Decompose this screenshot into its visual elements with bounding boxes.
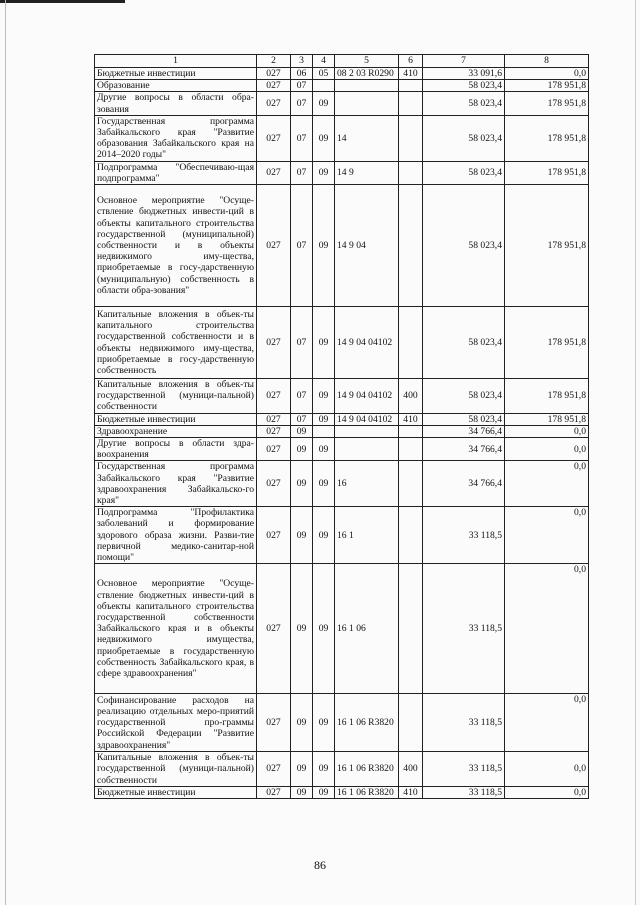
table-row: [95, 92, 589, 115]
code-section: 09: [291, 438, 313, 461]
amount-col7: 58 023,4: [423, 115, 505, 161]
code-admin: 027: [257, 307, 291, 379]
row-name: Бюджетные инвестиции: [95, 786, 257, 798]
code-subsection: 09: [313, 115, 335, 161]
code-subsection: 09: [313, 379, 335, 414]
code-admin: 027: [257, 507, 291, 564]
amount-col8: 178 951,8: [505, 115, 589, 161]
row-name: Здравоохранение: [95, 425, 257, 437]
code-expense-type: [399, 185, 423, 307]
code-expense-type: [399, 425, 423, 437]
code-subsection: 09: [313, 161, 335, 184]
code-target: 16: [335, 461, 399, 507]
code-admin: 027: [257, 425, 291, 437]
amount-col7: 33 118,5: [423, 694, 505, 752]
row-name: Бюджетные инвестиции: [95, 68, 257, 80]
amount-col7: 33 118,5: [423, 752, 505, 787]
amount-col8: 0,0: [505, 68, 589, 80]
code-target: 14 9: [335, 161, 399, 184]
column-header: 6: [399, 55, 423, 68]
amount-col7: 58 023,4: [423, 307, 505, 379]
amount-col8: 178 951,8: [505, 379, 589, 414]
code-subsection: 09: [313, 752, 335, 787]
amount-col8: 178 951,8: [505, 413, 589, 425]
amount-col8: 178 951,8: [505, 307, 589, 379]
table-row: [95, 161, 589, 184]
code-target: 14 9 04: [335, 185, 399, 307]
code-subsection: 09: [313, 307, 335, 379]
amount-col8: 0,0: [505, 786, 589, 798]
code-expense-type: [399, 564, 423, 694]
table-row: [95, 507, 589, 564]
code-subsection: 09: [313, 507, 335, 564]
amount-col7: 58 023,4: [423, 185, 505, 307]
row-name: Образование: [95, 80, 257, 92]
code-target: 16 1 06 R3820: [335, 786, 399, 798]
code-section: 07: [291, 161, 313, 184]
table-row: [95, 307, 589, 379]
column-header: 7: [423, 55, 505, 68]
row-name: Капитальные вложения в объек-ты государственной (муници-пальной) собственности: [95, 752, 257, 787]
table-row: [95, 425, 589, 437]
code-admin: 027: [257, 461, 291, 507]
amount-col7: 58 023,4: [423, 413, 505, 425]
code-section: 07: [291, 185, 313, 307]
code-target: [335, 92, 399, 115]
code-target: 16 1 06 R3820: [335, 694, 399, 752]
amount-col7: 33 118,5: [423, 564, 505, 694]
code-target: 14: [335, 115, 399, 161]
table-row: [95, 564, 589, 694]
code-target: 14 9 04 04102: [335, 307, 399, 379]
table-row: [95, 438, 589, 461]
amount-col7: 34 766,4: [423, 461, 505, 507]
code-admin: 027: [257, 80, 291, 92]
code-section: 09: [291, 461, 313, 507]
table-row: [95, 786, 589, 798]
row-name: Основное мероприятие "Осуще-ствление бюджетных инвести-ций в объекты капитального строительства государственной собственности Забайкальского края и в объекты недвижимого имущества, приобретаемые в государственную собственность Забайкальского края, в сфере здравоохранения": [95, 564, 257, 694]
code-expense-type: [399, 307, 423, 379]
row-name: Подпрограмма "Обеспечиваю-щая подпрограмма": [95, 161, 257, 184]
code-expense-type: [399, 507, 423, 564]
code-subsection: 09: [313, 438, 335, 461]
code-section: 09: [291, 425, 313, 437]
code-subsection: 09: [313, 461, 335, 507]
code-expense-type: [399, 438, 423, 461]
code-expense-type: [399, 80, 423, 92]
table-body: [95, 68, 589, 799]
amount-col7: 33 091,6: [423, 68, 505, 80]
code-expense-type: [399, 694, 423, 752]
amount-col8: 178 951,8: [505, 92, 589, 115]
code-admin: 027: [257, 185, 291, 307]
header-row: [95, 55, 589, 68]
column-header: 5: [335, 55, 399, 68]
code-section: 07: [291, 80, 313, 92]
code-section: 06: [291, 68, 313, 80]
table-row: [95, 694, 589, 752]
code-admin: 027: [257, 413, 291, 425]
code-expense-type: 410: [399, 68, 423, 80]
table-row: [95, 80, 589, 92]
code-target: [335, 425, 399, 437]
amount-col7: 34 766,4: [423, 425, 505, 437]
amount-col8: 178 951,8: [505, 80, 589, 92]
code-target: 16 1: [335, 507, 399, 564]
code-admin: 027: [257, 379, 291, 414]
code-admin: 027: [257, 786, 291, 798]
code-expense-type: 410: [399, 786, 423, 798]
code-section: 09: [291, 786, 313, 798]
amount-col7: 33 118,5: [423, 507, 505, 564]
row-name: Другие вопросы в области обра-зования: [95, 92, 257, 115]
code-target: 14 9 04 04102: [335, 413, 399, 425]
table-row: [95, 379, 589, 414]
column-header: 2: [257, 55, 291, 68]
amount-col7: 34 766,4: [423, 438, 505, 461]
code-subsection: 09: [313, 694, 335, 752]
code-admin: 027: [257, 68, 291, 80]
code-subsection: [313, 425, 335, 437]
amount-col8: 0,0: [505, 507, 589, 564]
code-section: 07: [291, 115, 313, 161]
row-name: Капитальные вложения в объек-ты государственной (муници-пальной) собственности: [95, 379, 257, 414]
code-section: 07: [291, 379, 313, 414]
code-subsection: 09: [313, 92, 335, 115]
table-row: [95, 461, 589, 507]
code-target: 16 1 06 R3820: [335, 752, 399, 787]
amount-col8: 0,0: [505, 425, 589, 437]
code-subsection: 09: [313, 413, 335, 425]
amount-col7: 58 023,4: [423, 161, 505, 184]
code-admin: 027: [257, 161, 291, 184]
code-expense-type: [399, 92, 423, 115]
amount-col7: 58 023,4: [423, 379, 505, 414]
row-name: Основное мероприятие "Осуще-ствление бюджетных инвести-ций в объекты капитального строительства государственной (муниципальной) собственности и в объекты недвижимого иму-щества, приобретаемые в госу-дарственную (муниципальную) собственность в области обра-зования": [95, 185, 257, 307]
code-admin: 027: [257, 694, 291, 752]
code-subsection: 09: [313, 564, 335, 694]
code-subsection: 09: [313, 786, 335, 798]
code-target: 08 2 03 R0290: [335, 68, 399, 80]
amount-col8: 0,0: [505, 438, 589, 461]
code-section: 09: [291, 507, 313, 564]
code-expense-type: [399, 115, 423, 161]
scan-edge-right: [635, 0, 636, 905]
code-expense-type: 400: [399, 379, 423, 414]
row-name: Подпрограмма "Профилактика заболеваний и формирование здорового образа жизни. Разви-тие первичной медико-санитар-ной помощи": [95, 507, 257, 564]
column-header: 8: [505, 55, 589, 68]
code-expense-type: 400: [399, 752, 423, 787]
code-expense-type: [399, 461, 423, 507]
column-header: 4: [313, 55, 335, 68]
table-row: [95, 413, 589, 425]
row-name: Другие вопросы в области здра-воохранения: [95, 438, 257, 461]
amount-col8: 0,0: [505, 564, 589, 694]
code-admin: 027: [257, 92, 291, 115]
column-header: 3: [291, 55, 313, 68]
amount-col8: 178 951,8: [505, 185, 589, 307]
table-row: [95, 752, 589, 787]
table-row: [95, 185, 589, 307]
code-section: 07: [291, 92, 313, 115]
code-admin: 027: [257, 115, 291, 161]
budget-table: [94, 54, 589, 799]
code-admin: 027: [257, 752, 291, 787]
code-section: 07: [291, 307, 313, 379]
amount-col7: 58 023,4: [423, 92, 505, 115]
code-section: 09: [291, 752, 313, 787]
code-section: 07: [291, 413, 313, 425]
code-target: [335, 80, 399, 92]
amount-col8: 0,0: [505, 752, 589, 787]
amount-col8: 178 951,8: [505, 161, 589, 184]
top-rule: [0, 0, 125, 3]
scan-edge-left: [5, 0, 6, 905]
row-name: Капитальные вложения в объек-ты капитального строительства государственной собственности и в объекты недвижимого иму-щества, приобретаемые в госу-дарственную собственность: [95, 307, 257, 379]
table-row: [95, 115, 589, 161]
code-section: 09: [291, 564, 313, 694]
amount-col7: 33 118,5: [423, 786, 505, 798]
code-subsection: 09: [313, 185, 335, 307]
code-target: [335, 438, 399, 461]
code-admin: 027: [257, 438, 291, 461]
row-name: Государственная программа Забайкальского края "Развитие здравоохранения Забайкальско-го края": [95, 461, 257, 507]
code-target: 14 9 04 04102: [335, 379, 399, 414]
code-expense-type: 410: [399, 413, 423, 425]
code-target: 16 1 06: [335, 564, 399, 694]
code-expense-type: [399, 161, 423, 184]
row-name: Бюджетные инвестиции: [95, 413, 257, 425]
table-row: [95, 68, 589, 80]
code-subsection: 05: [313, 68, 335, 80]
amount-col7: 58 023,4: [423, 80, 505, 92]
row-name: Софинансирование расходов на реализацию отдельных меро-приятий государственной про-граммы Российской Федерации "Развитие здравоохранения": [95, 694, 257, 752]
amount-col8: 0,0: [505, 461, 589, 507]
column-header: 1: [95, 55, 257, 68]
page-number: 86: [314, 858, 326, 872]
code-subsection: [313, 80, 335, 92]
code-admin: 027: [257, 564, 291, 694]
row-name: Государственная программа Забайкальского края "Развитие образования Забайкальского края на 2014–2020 годы": [95, 115, 257, 161]
amount-col8: 0,0: [505, 694, 589, 752]
code-section: 09: [291, 694, 313, 752]
